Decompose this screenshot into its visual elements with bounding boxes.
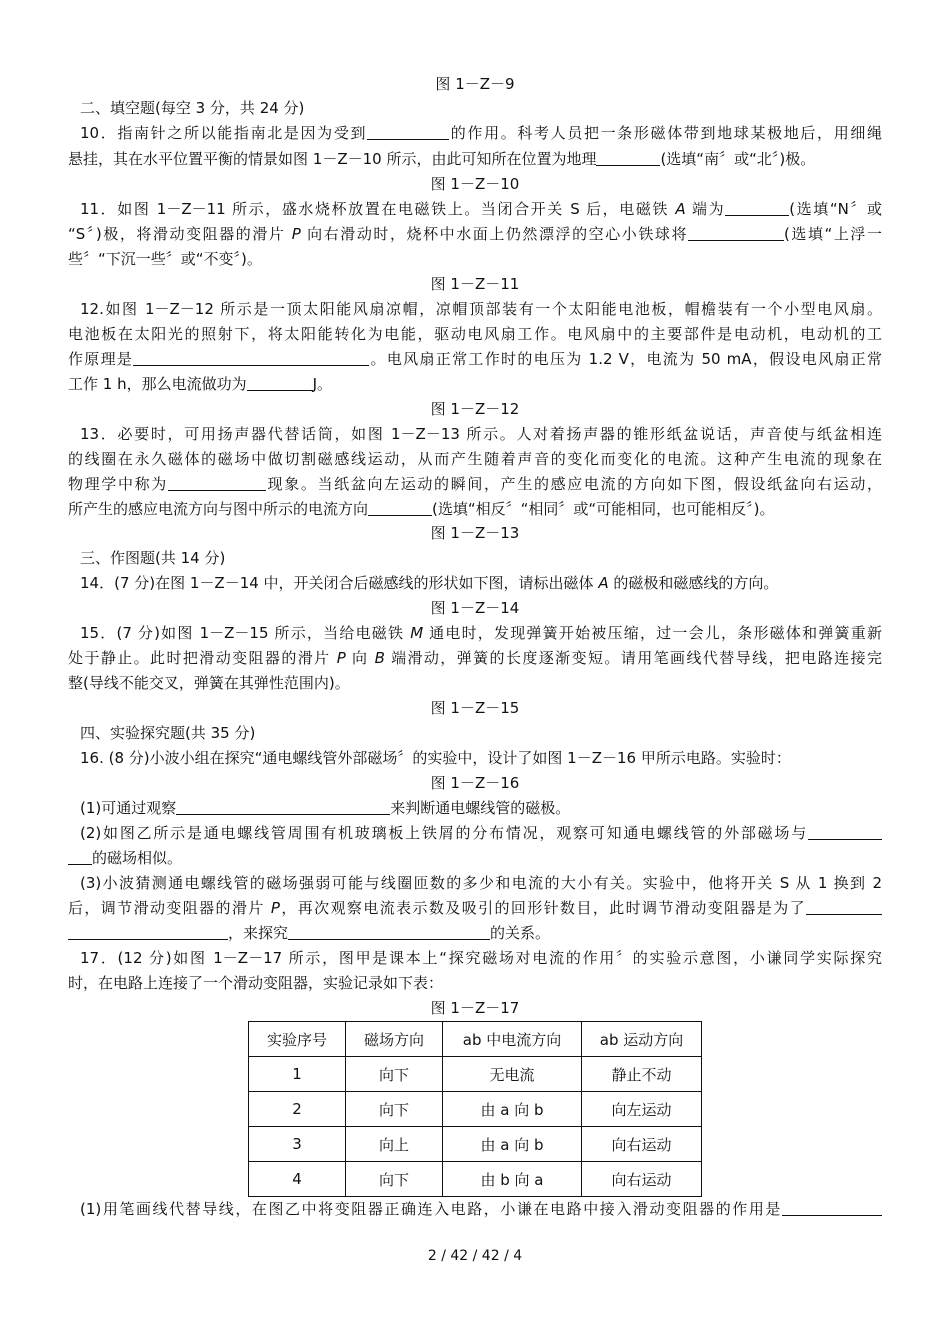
section-heading: 四、实验探究题(共 35 分) xyxy=(80,724,256,742)
question-15-line-1: 15．(7 分)如图 1－Z－15 所示，当给电磁铁 M 通电时，发现弹簧开始被压缩，过一会儿，条形磁体和弹簧重新 xyxy=(80,624,882,642)
question-12-line-2: 电池板在太阳光的照射下，将太阳能转化为电能，驱动电风扇工作。电风扇中的主要部件是电动机，电动机的工 xyxy=(68,325,882,343)
page-footer: 2 / 42 / 42 / 4 xyxy=(427,1248,523,1264)
answer-blank xyxy=(367,124,449,140)
answer-blank xyxy=(133,350,369,366)
figure-caption: 图 1－Z－14 xyxy=(430,599,520,617)
answer-blank xyxy=(176,799,390,815)
figure-caption: 图 1－Z－9 xyxy=(435,75,515,93)
question-13-line-1: 13．必要时，可用扬声器代替话筒，如图 1－Z－13 所示。人对着扬声器的锥形纸盆说话，声音使与纸盆相连 xyxy=(80,425,882,443)
question-11-line-3: 些〞“下沉一些〞或“不变〞)。 xyxy=(68,250,262,268)
question-13-line-3: 物理学中称为 现象。当纸盆向左运动的瞬间，产生的感应电流的方向如下图，假设纸盆向右运动， xyxy=(68,475,882,493)
table-header-cell: 磁场方向 xyxy=(346,1022,443,1057)
figure-caption: 图 1－Z－11 xyxy=(430,275,520,293)
table-cell: 4 xyxy=(249,1162,346,1197)
table-row xyxy=(249,1057,702,1092)
figure-caption: 图 1－Z－17 xyxy=(430,999,520,1017)
table-cell: 向上 xyxy=(346,1127,443,1162)
question-17-part-1: (1)用笔画线代替导线，在图乙中将变阻器正确连入电路，小谦在电路中接入滑动变阻器的作用是 xyxy=(68,1197,882,1221)
answer-blank xyxy=(806,899,882,915)
table-header-cell: 实验序号 xyxy=(249,1022,346,1057)
answer-blank xyxy=(247,375,313,391)
answer-blank xyxy=(725,200,789,216)
figure-caption: 图 1－Z－16 xyxy=(430,774,520,792)
table-cell: 向左运动 xyxy=(582,1092,702,1127)
question-14-line-1: 14．(7 分)在图 1－Z－14 中，开关闭合后磁感线的形状如下图，请标出磁体 A 的磁极和磁感线的方向。 xyxy=(80,574,779,592)
question-15-line-2: 处于静止。此时把滑动变阻器的滑片 P 向 B 端滑动，弹簧的长度逐渐变短。请用笔画线代替导线，把电路连接完 xyxy=(68,649,882,667)
table-header-cell: ab 中电流方向 xyxy=(443,1022,582,1057)
table-cell: 由 a 向 b xyxy=(443,1092,582,1127)
question-13-line-2: 的线圈在永久磁体的磁场中做切割磁感线运动，从而产生随着声音的变化而变化的电流。这种产生电流的现象在 xyxy=(68,450,882,468)
question-16-line-1: 16. (8 分)小波小组在探究“通电螺线管外部磁场〞的实验中，设计了如图 1－Z－16 甲所示电路。实验时： xyxy=(80,749,791,767)
table-row xyxy=(249,1092,702,1127)
question-16-part-1: (1)可通过观察 来判断通电螺线管的磁极。 xyxy=(80,799,571,817)
question-16-part-2: (2)如图乙所示是通电螺线管周围有机玻璃板上铁屑的分布情况，观察可知通电螺线管的外部磁场与 xyxy=(68,821,882,845)
figure-caption: 图 1－Z－13 xyxy=(430,524,520,542)
question-10-line-1: 10．指南针之所以能指南北是因为受到 的作用。科考人员把一条形磁体带到地球某极地后，用细绳 xyxy=(80,124,882,142)
table-cell: 1 xyxy=(249,1057,346,1092)
figure-caption: 图 1－Z－10 xyxy=(430,175,520,193)
table-cell: 由 a 向 b xyxy=(443,1127,582,1162)
answer-blank xyxy=(808,824,882,840)
table-cell: 3 xyxy=(249,1127,346,1162)
section-heading: 二、填空题(每空 3 分，共 24 分) xyxy=(80,99,305,117)
question-13-line-4: 所产生的感应电流方向与图中所示的电流方向 (选填“相反〞“相同〞或“可能相同，也可能相反〞)。 xyxy=(68,500,775,518)
answer-blank xyxy=(68,849,92,865)
figure-caption: 图 1－Z－12 xyxy=(430,400,520,418)
table-row xyxy=(249,1127,702,1162)
table-header-cell: ab 运动方向 xyxy=(582,1022,702,1057)
question-11-line-1: 11．如图 1－Z－11 所示，盛水烧杯放置在电磁铁上。当闭合开关 S 后，电磁铁 A 端为 (选填“N〞或 xyxy=(80,200,882,218)
table-cell: 向右运动 xyxy=(582,1127,702,1162)
table-cell: 2 xyxy=(249,1092,346,1127)
table-cell: 向右运动 xyxy=(582,1162,702,1197)
answer-blank xyxy=(596,150,660,166)
question-11-line-2: “S〞)极，将滑动变阻器的滑片 P 向右滑动时，烧杯中水面上仍然漂浮的空心小铁球将 (选填“上浮一 xyxy=(68,225,882,243)
question-16-part-3: (3)小波猜测通电螺线管的磁场强弱可能与线圈匝数的多少和电流的大小有关。实验中，他将开关 S 从 1 换到 2 xyxy=(80,874,882,892)
table-cell: 向下 xyxy=(346,1057,443,1092)
question-12-line-1: 12.如图 1－Z－12 所示是一顶太阳能风扇凉帽，凉帽顶部装有一个太阳能电池板，帽檐装有一个小型电风扇。 xyxy=(80,300,882,318)
answer-blank xyxy=(288,924,490,940)
table-cell: 向下 xyxy=(346,1162,443,1197)
experiment-table xyxy=(248,1021,702,1197)
answer-blank xyxy=(782,1200,882,1216)
answer-blank xyxy=(368,500,432,516)
question-12-line-4: 工作 1 h，那么电流做功为 J。 xyxy=(68,375,333,393)
question-17-line-1: 17．(12 分)如图 1－Z－17 所示，图甲是课本上“探究磁场对电流的作用〞的实验示意图，小谦同学实际探究 xyxy=(80,949,882,967)
question-16-part-3-cont: 后，调节滑动变阻器的滑片 P，再次观察电流表示数及吸引的回形针数目，此时调节滑动变阻器是为了 xyxy=(68,896,882,920)
question-17-line-2: 时，在电路上连接了一个滑动变阻器，实验记录如下表： xyxy=(68,974,444,992)
question-10-line-2: 悬挂，其在水平位置平衡的情景如图 1－Z－10 所示，由此可知所在位置为地理 (选填“南〞或“北〞)极。 xyxy=(68,150,816,168)
question-16-part-3-end: ，来探究 的关系。 xyxy=(68,921,882,945)
table-cell: 向下 xyxy=(346,1092,443,1127)
table-cell: 无电流 xyxy=(443,1057,582,1092)
figure-caption: 图 1－Z－15 xyxy=(430,699,520,717)
table-cell: 静止不动 xyxy=(582,1057,702,1092)
question-12-line-3: 作原理是 。电风扇正常工作时的电压为 1.2 V，电流为 50 mA，假设电风扇正常 xyxy=(68,350,882,368)
question-16-part-2-cont: 的磁场相似。 xyxy=(68,846,882,870)
question-15-line-3: 整(导线不能交叉，弹簧在其弹性范围内)。 xyxy=(68,674,350,692)
answer-blank xyxy=(68,924,228,940)
answer-blank xyxy=(688,225,784,241)
table-header-row xyxy=(249,1022,702,1057)
table-cell: 由 b 向 a xyxy=(443,1162,582,1197)
answer-blank xyxy=(168,475,266,491)
table-row xyxy=(249,1162,702,1197)
section-heading: 三、作图题(共 14 分) xyxy=(80,549,226,567)
